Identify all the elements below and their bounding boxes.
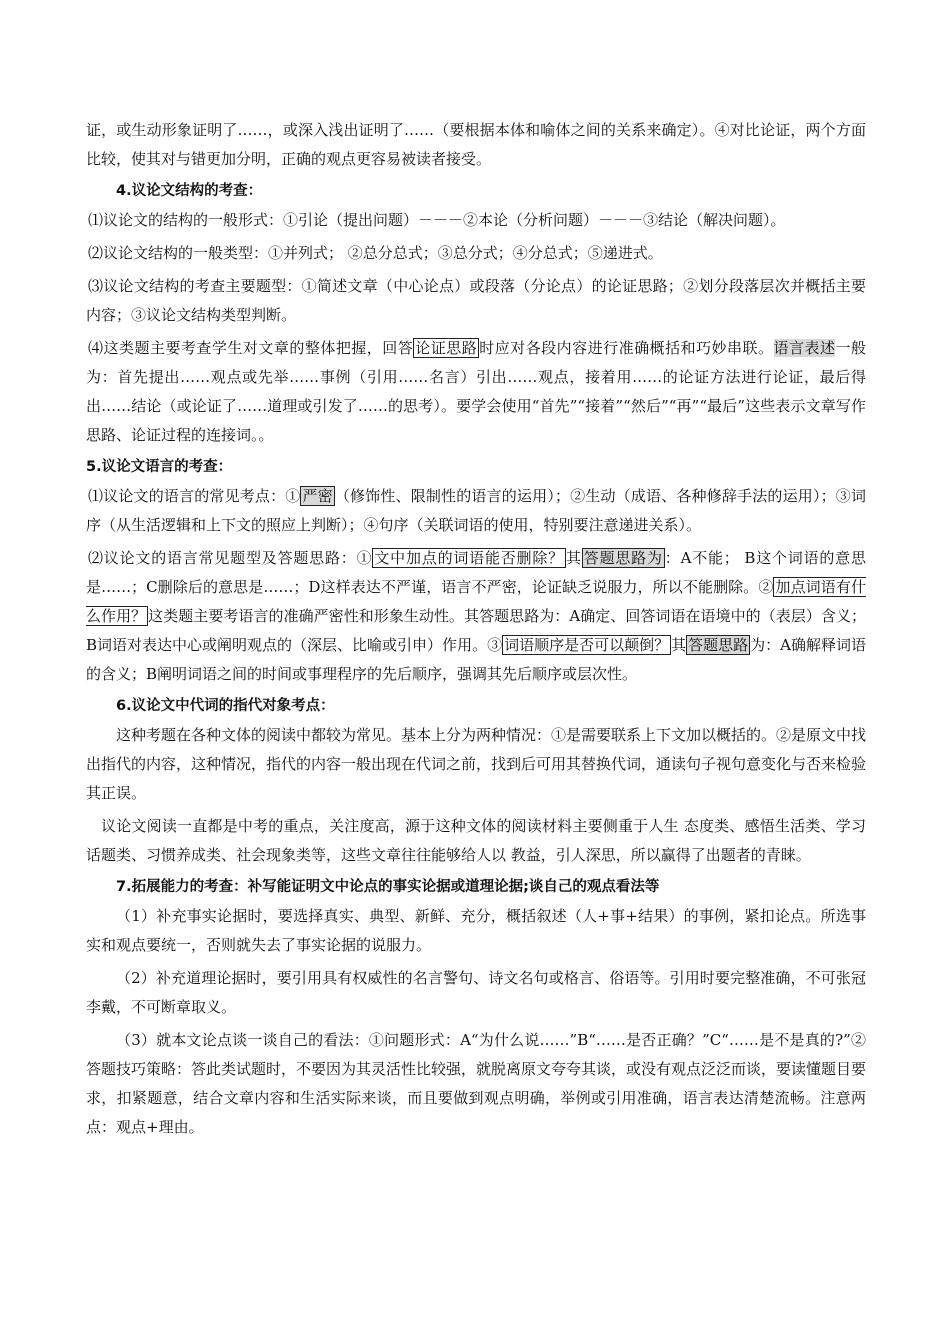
- text: 为：A确解释词语的含义；B阐明词语之间的时间或事理程序的先后顺序，强调其先后顺序或层次性。: [86, 636, 866, 683]
- paragraph-4-1: ⑴议论文的结构的一般形式：①引论（提出问题）－－－②本论（分析问题）－－－③结论（解决问题）。: [88, 211, 786, 229]
- paragraph-6-2: 议论文阅读一直都是中考的重点，关注度高，源于这种文体的阅读材料主要侧重于人生 态度类、感悟生活类、学习话题类、习惯养成类、社会现象类等，这些文章往往能够给人以 教益，引人深思，所以赢得了出题者的青睐。: [86, 817, 866, 864]
- text: ⑵议论文的语言常见题型及答题思路：①: [88, 549, 373, 567]
- paragraph-6-1: 这种考题在各种文体的阅读中都较为常见。基本上分为两种情况：①是需要联系上下文加以概括的。②是原文中找出指代的内容，这种情况，指代的内容一般出现在代词之前，找到后可用其替换代词，通读句子视句意变化与否来检验其正误。: [86, 726, 867, 802]
- shaded-term: 语言表述: [773, 339, 836, 357]
- text: 这类题主要考语言的准确严密性和形象生动性。其答题思路为：A确定、回答词语在语境中的（表层）含义；B词语对表达中心或阐明观点的（深层、比喻或引申）作用。③: [86, 607, 866, 654]
- paragraph-4-3: ⑶议论文结构的考查主要题型：①简述文章（中心论点）或段落（分论点）的论证思路；②划分段落层次并概括主要内容；③议论文结构类型判断。: [86, 277, 866, 324]
- document-page: [86, 116, 866, 1142]
- boxed-term: 答题思路: [688, 636, 749, 654]
- paragraph-4-2: ⑵议论文结构的一般类型：①并列式； ②总分总式；③总分式；④分总式；⑤递进式。: [88, 244, 663, 262]
- paragraph-7-1: （1）补充事实论据时，要选择真实、典型、新鲜、充分，概括叙述（人+事+结果）的事例，紧扣论点。所选事实和观点要统一，否则就失去了事实论据的说服力。: [86, 907, 866, 954]
- paragraph-continued: [86, 116, 866, 174]
- text: ：A不能； B这个词语的意思是……；C删除后的意思是……；D这样表达不严谨，语言不严密，论证缺乏说服力，所以不能删除。②: [86, 549, 866, 596]
- text: 证，或生动形象证明了……，或深入浅出证明了……（要根据本体和喻体之间的关系来确定）。④对比论证，两个方面比较，使其对与错更加分明，正确的观点更容易被读者接受。: [86, 121, 866, 168]
- paragraph-5-1: [86, 482, 866, 540]
- heading-5: 5.议论文语言的考查：: [86, 459, 233, 475]
- text: 其: [565, 549, 582, 567]
- boxed-term: 严密: [302, 487, 333, 505]
- boxed-term: 词语顺序是否可以颠倒？: [504, 636, 670, 654]
- boxed-term: 文中加点的词语能否删除？: [374, 549, 564, 567]
- text: 其: [671, 636, 687, 654]
- heading-7: 7.拓展能力的考查：补写能证明文中论点的事实论据或道理论据;谈自己的观点看法等: [116, 879, 660, 895]
- boxed-term: 答题思路为: [583, 549, 663, 567]
- paragraph-7-3: （3）就本文论点谈一谈自己的看法：①问题形式：A“为什么说……”B“……是否正确？”C“……是不是真的?”② 答题技巧策略：答此类试题时，不要因为其灵活性比较强，就脱离原文夸夸其谈，或没有观点泛泛而谈，要读懂题目要求，扣紧题意，结合文章内容和生活实际来谈，而且要做到观点明确，举例或引用准确，语言表达清楚流畅。注意两点：观点+理由。: [86, 1031, 867, 1136]
- heading-6: 6.议论文中代词的指代对象考点：: [116, 698, 335, 714]
- boxed-term: 加点词语有什么作用？: [86, 578, 866, 625]
- text: 一般为：首先提出……观点或先举……事例（引用……名言）引出……观点，接着用……的论证方法进行论证，最后得出……结论（或论证了……道理或引发了……的思考）。要学会使用“首先”“接着”“然后”“再”“最后”这些表示文章写作思路、论证过程的连接词。。: [86, 339, 866, 444]
- paragraph-4-4: [86, 334, 866, 450]
- text: 时应对各段内容进行准确概括和巧妙串联。: [479, 339, 774, 357]
- paragraph-7-2: （2）补充道理论据时，要引用具有权威性的名言警句、诗文名句或格言、俗语等。引用时要完整准确，不可张冠李戴，不可断章取义。: [86, 969, 866, 1016]
- text: ⑷这类题主要考查学生对文章的整体把握，回答: [88, 339, 414, 357]
- text: ⑴议论文的语言的常见考点：①: [88, 487, 301, 505]
- heading-4: 4.议论文结构的考查：: [116, 183, 263, 199]
- text: （修饰性、限制性的语言的运用）；②生动（成语、各种修辞手法的运用）；③词序（从生活逻辑和上下文的照应上判断）；④句序（关联词语的使用，特别要注意递进关系）。: [86, 487, 866, 534]
- boxed-term: 论证思路: [415, 339, 478, 357]
- paragraph-5-2: [86, 544, 866, 689]
